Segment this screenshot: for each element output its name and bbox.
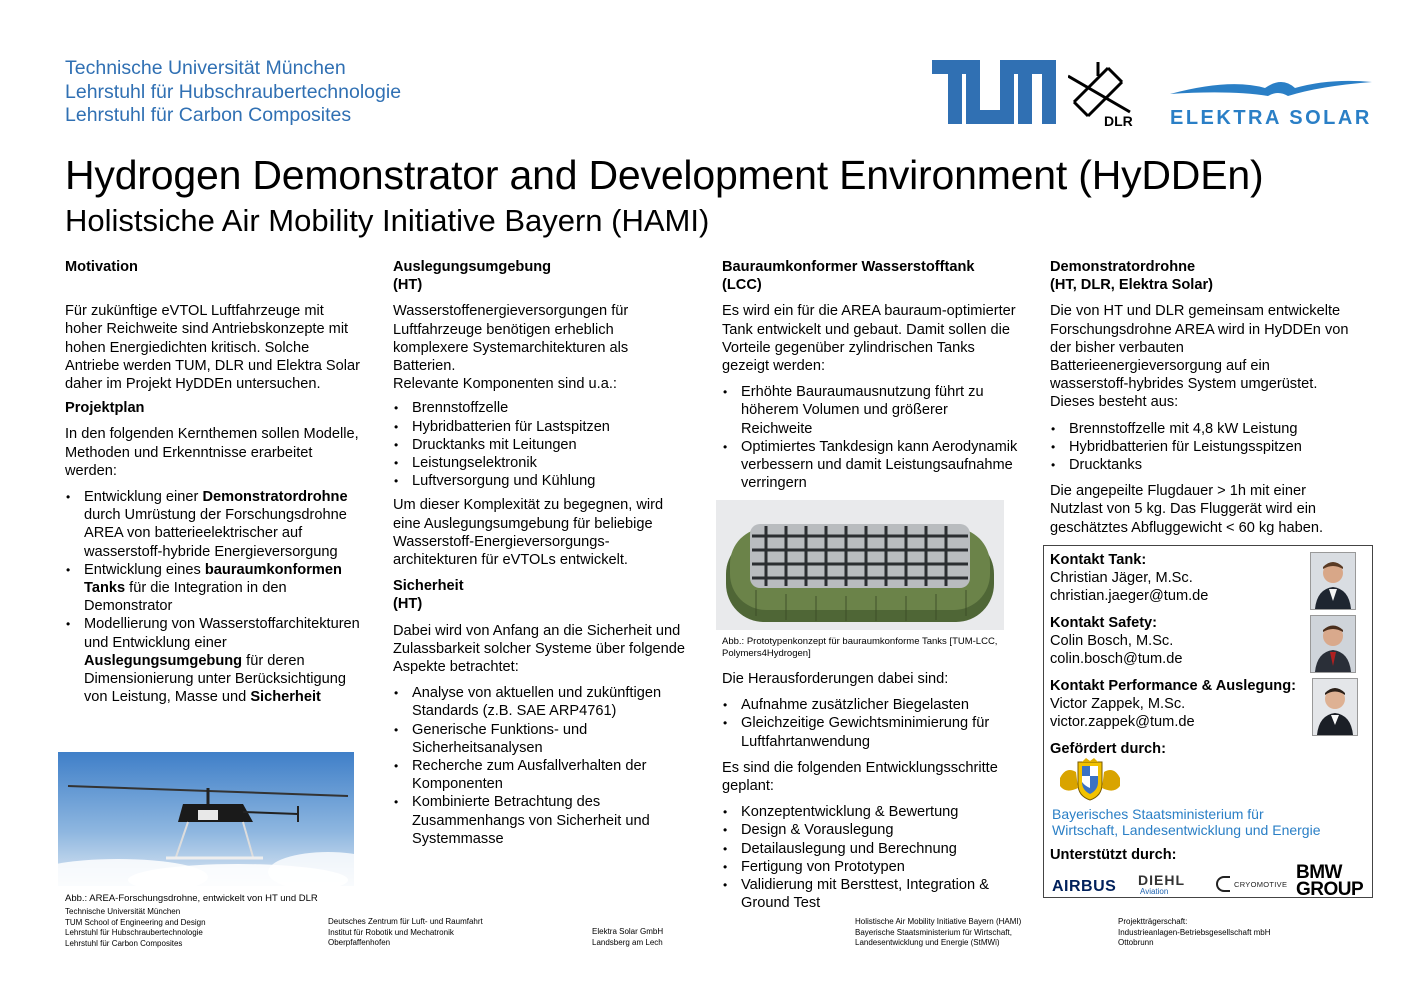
drone-photo [58, 752, 354, 886]
list-item: • Validierung mit Bersttest, Integration & Ground Test [722, 876, 1022, 912]
contact-safety-email[interactable]: colin.bosch@tum.de [1050, 651, 1183, 668]
ministry-line: Wirtschaft, Landesentwicklung und Energie [1052, 822, 1321, 838]
ministry-name [1052, 806, 1320, 838]
list-item: • Recherche zum Ausfallverhalten der Komponenten [393, 757, 693, 793]
tank-image-caption: Abb.: Prototypenkonzept für bauraumkonforme Tanks [TUM-LCC, Polymers4Hydrogen] [722, 636, 998, 659]
drone-photo-caption: Abb.: AREA-Forschungsdrohne, entwickelt von HT und DLR [65, 893, 318, 904]
contact-safety [1050, 614, 1182, 669]
bmw-group-logo [1296, 864, 1363, 898]
footer-dlr [328, 917, 483, 949]
footer-elektra [592, 927, 663, 948]
projektplan-list [65, 488, 365, 706]
list-item: • Erhöhte Bauraumausnutzung führt zu höherem Volumen und größerer Reichweite [722, 383, 1022, 438]
bullet-bold: bauraumkonformen Tanks [84, 561, 342, 597]
footer-line: Industrieanlagen-Betriebsgesellschaft mbH [1118, 927, 1271, 937]
airbus-logo: AIRBUS [1052, 878, 1117, 895]
list-item: • Hybridbatterien für Lastspitzen [393, 418, 693, 436]
footer-line: Elektra Solar GmbH [592, 927, 664, 936]
demonstrator-heading: Demonstratordrohne [1050, 259, 1196, 275]
institution-line: Lehrstuhl für Hubschraubertechnologie [65, 80, 402, 103]
tank-heading: Bauraumkonformer Wasserstofftank [722, 259, 975, 275]
footer-line: Landesentwicklung und Energie (StMWi) [855, 938, 1000, 947]
list-item: • Drucktanks [1050, 456, 1350, 474]
avatar-christian-jaeger [1310, 552, 1356, 610]
bullet-text: Entwicklung einer [84, 489, 203, 506]
elektra-logo-text: ELEKTRA SOLAR [1170, 107, 1372, 126]
tank-render-image [716, 500, 1004, 630]
cryomotive-logo: CRYOMOTIVE [1234, 880, 1288, 889]
bullet-text: Modellierung von Wasserstoffarchitekturen und Entwicklung einer [84, 616, 360, 651]
footer-hami [855, 917, 1021, 949]
footer-line: Institut für Robotik und Mechatronik [328, 927, 454, 937]
column-tank [722, 258, 1022, 498]
footer-line: Deutsches Zentrum für Luft- und Raumfahrt [328, 917, 483, 926]
footer-line: Oberpfaffenhofen [328, 938, 391, 947]
footer-line: Ottobrunn [1118, 938, 1154, 947]
contact-perf-label: Kontakt Performance & Auslegung: [1050, 678, 1296, 694]
contact-perf-email[interactable]: victor.zappek@tum.de [1050, 714, 1195, 731]
contact-perf-name: Victor Zappek, M.Sc. [1050, 696, 1186, 713]
avatar-colin-bosch [1310, 615, 1356, 673]
demonstrator-heading-sub: (HT, DLR, Elektra Solar) [1050, 277, 1213, 294]
list-item: • Aufnahme zusätzlicher Biegelasten [722, 696, 1022, 714]
page-subtitle: Holistsiche Air Mobility Initiative Bayern (HAMI) [65, 203, 710, 238]
list-item: • Detailauslegung und Berechnung [722, 840, 1022, 858]
contact-tank [1050, 551, 1208, 606]
partner-logos [930, 58, 1375, 128]
list-item: • Brennstoffzelle [393, 399, 693, 417]
list-item [65, 615, 365, 706]
list-item: • Brennstoffzelle mit 4,8 kW Leistung [1050, 420, 1350, 438]
list-item: • Design & Vorauslegung [722, 821, 1022, 839]
auslegung-heading: Auslegungsumgebung [393, 259, 552, 275]
bullet-bold: Auslegungsumgebung [84, 652, 243, 669]
tank-heading-sub: (LCC) [722, 277, 762, 294]
cryomotive-icon [1216, 876, 1230, 892]
contact-tank-email[interactable]: christian.jaeger@tum.de [1050, 588, 1209, 605]
sicherheit-text: Dabei wird von Anfang an die Sicherheit und Zulassbarkeit solcher Systeme über folgende Aspekte betrachtet: [393, 622, 686, 676]
demonstrator-list [1050, 420, 1350, 475]
supported-by [1050, 846, 1176, 864]
list-item: • Luftversorgung und Kühlung [393, 472, 693, 490]
list-item: • Analyse von aktuellen und zukünftigen Standards (z.B. SAE ARP4761) [393, 684, 693, 720]
projektplan-heading: Projektplan [65, 400, 145, 417]
entwicklungsschritte-text: Es sind die folgenden Entwicklungsschritte geplant: [722, 759, 998, 795]
dlr-logo-text: DLR [1104, 113, 1133, 128]
list-item: • Optimiertes Tankdesign kann Aerodynamik verbessern und damit Leistungsaufnahme verringern [722, 438, 1022, 493]
list-item: • Kombinierte Betrachtung des Zusammenhangs von Sicherheit und Systemmasse [393, 793, 693, 848]
elektra-solar-logo [1170, 68, 1372, 126]
list-item: • Gleichzeitige Gewichtsminimierung für Luftfahrtanwendung [722, 714, 1022, 750]
bmw-line: BMW [1296, 862, 1342, 883]
supported-label: Unterstützt durch: [1050, 847, 1177, 863]
institution-line: Lehrstuhl für Carbon Composites [65, 104, 352, 126]
auslegung-heading-sub: (HT) [393, 277, 423, 294]
herausforderungen-list [722, 696, 1022, 751]
bullet-text: für die Integration in den Demonstrator [84, 580, 287, 615]
contact-tank-name: Christian Jäger, M.Sc. [1050, 570, 1193, 587]
tank-vorteile-list [722, 383, 1022, 492]
column-motivation [65, 258, 365, 712]
contact-safety-label: Kontakt Safety: [1050, 615, 1158, 631]
funded-by [1050, 740, 1166, 758]
diehl-logo: DIEHL [1138, 872, 1185, 888]
entwicklungsschritte-list [722, 803, 1022, 912]
footer-line: Projektträgerschaft: [1118, 917, 1188, 926]
demonstrator-text: Die von HT und DLR gemeinsam entwickelte Forschungsdrohne AREA wird in HyDDEn von der bisher verbauten Batterieenergieversorgung auf ein wasserstoff-hybrides System umgerüstet. Dieses besteht aus: [1050, 303, 1349, 411]
list-item: • Hybridbatterien für Leistungsspitzen [1050, 438, 1350, 456]
footer-line: TUM School of Engineering and Design [65, 917, 206, 927]
footer-line: Technische Universität München [65, 907, 181, 916]
footer-line: Bayerische Staatsministerium für Wirtschaft, [855, 927, 1012, 937]
dlr-logo [1068, 62, 1146, 128]
institution-line: Technische Universität München [65, 57, 346, 79]
funded-label: Gefördert durch: [1050, 741, 1166, 757]
contact-performance [1050, 677, 1296, 732]
list-item: • Drucktanks mit Leitungen [393, 436, 693, 454]
motivation-text: Für zukünftige eVTOL Luftfahrzeuge mit hoher Reichweite sind Antriebskonzepte mit hohen Energiedichten kritisch. Solche Antriebe werden TUM, DLR und Elektra Solar daher im Projekt HyDDEn untersuchen. [65, 303, 360, 393]
list-item: • Leistungselektronik [393, 454, 693, 472]
auslegung-text-b: Relevante Komponenten sind u.a.: [393, 376, 617, 393]
contact-tank-label: Kontakt Tank: [1050, 552, 1147, 568]
demonstrator-text-2: Die angepeilte Flugdauer > 1h mit einer Nutzlast von 5 kg. Das Fluggerät wird ein geschätztes Abfluggewicht < 60 kg haben. [1050, 483, 1324, 536]
column-auslegung [393, 258, 693, 854]
bullet-bold: Demonstratordrohne [202, 489, 348, 506]
page-title: Hydrogen Demonstrator and Development Environment (HyDDEn) [65, 152, 1264, 198]
motivation-heading: Motivation [65, 259, 138, 275]
bullet-bold: Sicherheit [250, 689, 321, 706]
tank-text: Es wird ein für die AREA bauraum-optimierter Tank entwickelt und gebaut. Damit sollen die Vorteile gegenüber zylindrischen Tanks gezeigt werden: [722, 303, 1016, 375]
contact-box [1043, 545, 1373, 898]
column-tank-lower [722, 670, 1022, 918]
list-item: • Konzeptentwicklung & Bewertung [722, 803, 1022, 821]
avatar-victor-zappek [1312, 678, 1358, 736]
column-demonstrator [1050, 258, 1350, 543]
tum-logo [932, 60, 1056, 124]
auslegung-text-2: Um dieser Komplexität zu begegnen, wird eine Auslegungsumgebung für beliebige Wasserstoff-Energieversorgungs-architekturen für eVTOLs entwickelt. [393, 497, 664, 569]
bavaria-coat-of-arms-icon [1052, 758, 1128, 802]
komponenten-list [393, 399, 693, 490]
projektplan-text: In den folgenden Kernthemen sollen Modelle, Methoden und Erkenntnisse erarbeitet werden: [65, 426, 359, 479]
ministry-line: Bayerisches Staatsministerium für [1052, 806, 1264, 822]
footer-line: Lehrstuhl für Hubschraubertechnologie [65, 928, 203, 937]
list-item: • Generische Funktions- und Sicherheitsanalysen [393, 721, 693, 757]
sicherheit-heading: Sicherheit [393, 578, 464, 595]
bullet-text: Entwicklung eines [84, 561, 205, 578]
footer-line: Landsberg am Lech [592, 937, 663, 947]
footer-projekttraeger [1118, 917, 1271, 949]
bmw-line: GROUP [1296, 879, 1364, 900]
footer-line: Holistische Air Mobility Initiative Bayern (HAMI) [855, 917, 1022, 926]
footer-line: Lehrstuhl für Carbon Composites [65, 938, 183, 948]
sicherheit-heading-sub: (HT) [393, 596, 423, 613]
list-item [65, 561, 365, 616]
bullet-text: für deren Dimensionierung unter Berücksichtigung von Leistung, Masse und [84, 652, 347, 706]
list-item: • Fertigung von Prototypen [722, 858, 1022, 876]
institution-block [65, 57, 401, 128]
herausforderungen-text: Die Herausforderungen dabei sind: [722, 671, 949, 687]
bullet-text: durch Umrüstung der Forschungsdrohne AREA von batterieelektrischer auf wasserstoff-hybride Energieversorgung [84, 507, 347, 560]
list-item [65, 488, 365, 561]
contact-safety-name: Colin Bosch, M.Sc. [1050, 633, 1174, 650]
footer-tum [65, 907, 206, 949]
diehl-aviation-text: Aviation [1140, 887, 1169, 896]
sicherheit-list [393, 684, 693, 848]
auslegung-text: Wasserstoffenergieversorgungen für Luftfahrzeuge benötigen erheblich komplexere Systemarchitekturen als Batterien. [393, 303, 629, 375]
